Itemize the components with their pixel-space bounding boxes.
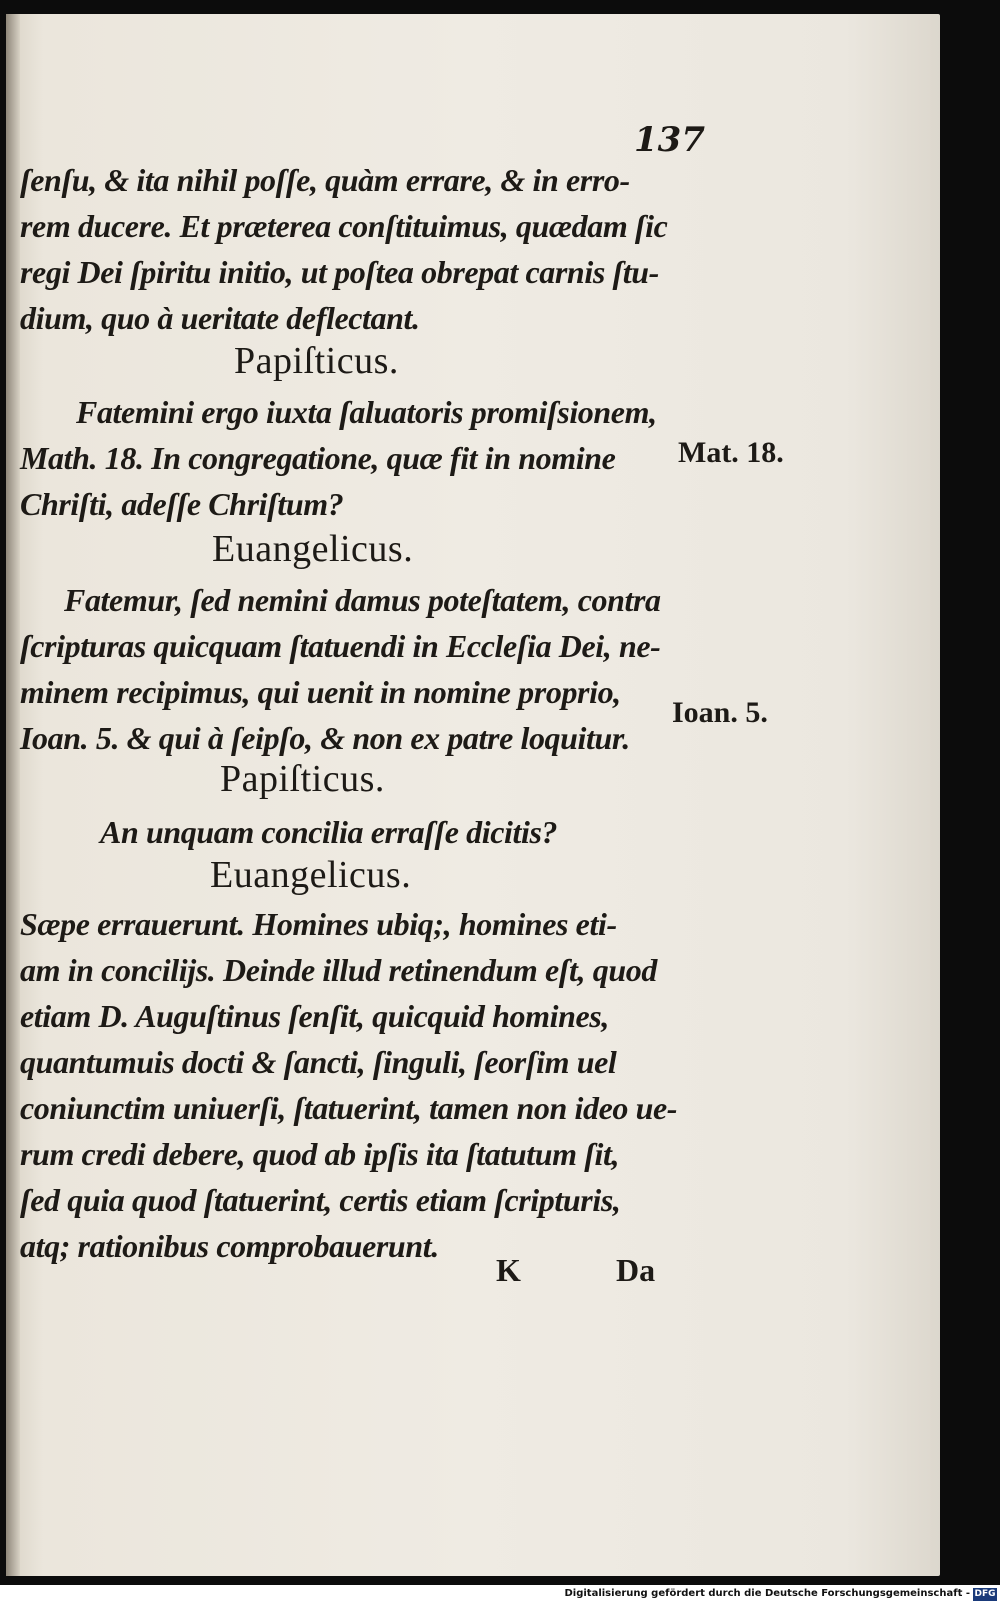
text-line: Fatemur, ſed nemini damus poteſtatem, contra <box>64 582 661 618</box>
text-line: rum credi debere, quod ab ipſis ita ſtatutum ſit, <box>20 1136 620 1172</box>
book-page <box>6 14 940 1576</box>
text-line: Fatemini ergo iuxta ſaluatoris promiſsionem, <box>76 394 657 430</box>
text-line: etiam D. Auguſtinus ſenſit, quicquid homines, <box>20 998 609 1034</box>
margin-note: Ioan. 5. <box>672 696 768 729</box>
digitization-credit: Digitalisierung gefördert durch die Deutsche Forschungsgemeinschaft - <box>564 1588 970 1599</box>
text-line: Ioan. 5. & qui à ſeipſo, & non ex patre loquitur. <box>20 720 630 756</box>
text-line: rem ducere. Et præterea conſtituimus, quædam ſic <box>20 208 668 244</box>
signature-mark: K <box>496 1252 521 1288</box>
text-line: ſenſu, & ita nihil poſſe, quàm errare, & in erro- <box>20 162 630 198</box>
page-number: 137 <box>634 120 705 160</box>
text-line: An unquam concilia erraſſe dicitis? <box>100 814 558 850</box>
text-line: atq; rationibus comprobauerunt. <box>20 1228 439 1264</box>
text-line: Chriſti, adeſſe Chriſtum? <box>20 486 344 522</box>
section-heading: Papiſticus. <box>220 758 385 800</box>
text-line: minem recipimus, qui uenit in nomine proprio, <box>20 674 621 710</box>
margin-note: Mat. 18. <box>678 436 784 469</box>
text-line: am in concilijs. Deinde illud retinendum eſt, quod <box>20 952 657 988</box>
dfg-logo-icon: DFG <box>974 1589 996 1599</box>
catchword: Da <box>616 1252 656 1288</box>
text-line: Math. 18. In congregatione, quæ fit in nomine <box>20 440 616 476</box>
text-line: quantumuis docti & ſancti, ſinguli, ſeorſim uel <box>20 1044 617 1080</box>
text-line: dium, quo à ueritate deflectant. <box>20 300 420 336</box>
section-heading: Papiſticus. <box>234 340 399 382</box>
page-gutter-shadow <box>6 14 20 1576</box>
text-line: Sæpe errauerunt. Homines ubiq;, homines eti- <box>20 906 617 942</box>
text-line: coniunctim uniuerſi, ſtatuerint, tamen non ideo ue- <box>20 1090 678 1126</box>
section-heading: Euangelicus. <box>212 528 414 570</box>
text-line: ſed quia quod ſtatuerint, certis etiam ſcripturis, <box>20 1182 621 1218</box>
text-line: regi Dei ſpiritu initio, ut poſtea obrepat carnis ſtu- <box>20 254 659 290</box>
section-heading: Euangelicus. <box>210 854 412 896</box>
text-line: ſcripturas quicquam ſtatuendi in Eccleſia Dei, ne- <box>20 628 661 664</box>
